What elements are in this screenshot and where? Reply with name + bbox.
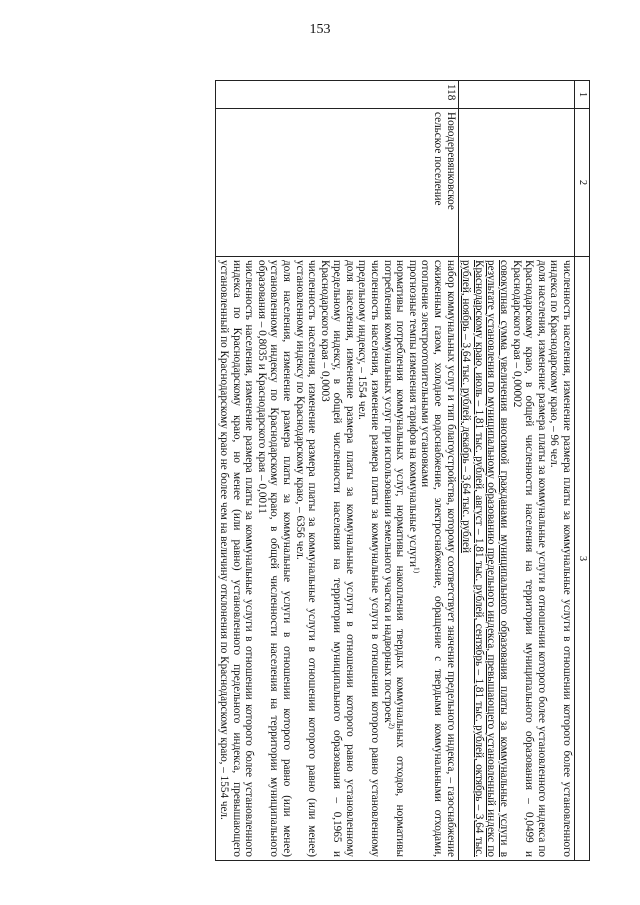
- table-header-row: [575, 81, 590, 861]
- paragraph: [406, 260, 422, 857]
- row-details-cell: [458, 257, 574, 861]
- rotated-table-container: [75, 80, 590, 860]
- paragraph: [381, 260, 406, 857]
- paragraph: доля населения, изменение размера платы за коммунальные услуги в отношении которого более установленного индекса по Краснодарскому краю, в общей численности населения на территории муниципального образования – 0,0499 и Краснодарского края – 0,00002: [510, 260, 548, 857]
- header-cell-1: 1: [575, 81, 590, 109]
- footnote-mark: 2): [387, 722, 397, 729]
- row-number-cell: [458, 81, 574, 109]
- paragraph: набор коммунальных услуг и тип благоустройства, которому соответствует значение предельного индекса, – газоснабжение сжиженным газом, холодное водоснабжение, электроснабжение, обращение с твердыми коммунальными отходами, отопление электроотопительными установками: [419, 260, 457, 857]
- paragraph: численность населения, изменение размера платы за коммунальные услуги в отношении которого более установленного индекса по Краснодарскому краю, но менее (или равно) установленного предельного индекса, превышающего установленный по Краснодарскому краю не более чем на величину отклонения по Краснодарскому краю, – 1554 чел.: [217, 260, 256, 857]
- paragraph-text: нормативы потребления коммунальных услуг, нормативы накопления твердых коммунальных отходов, нормативы потребления коммунальных услуг при использовании земельного участка и надворных построек: [381, 260, 407, 857]
- paragraph-text: прогнозные темпы изменения тарифов на коммунальные услуги: [406, 260, 419, 567]
- page-number: 153: [309, 22, 331, 37]
- data-table: [215, 80, 590, 861]
- paragraph: совокупная сумма увеличения вносимой гражданами муниципального образования платы за коммунальные услуги в результате установления по муниципальному образованию предельного индекса, превышающего установленный индекс по Краснодарскому краю, июль – 1,81 тыс. рублей, август – 1,81 тыс. рублей, сентябрь – 1,81 тыс. рублей, октябрь – 3,64 тыс. рублей, ноябрь – 3,64 тыс. рублей, декабрь – 3,64 тыс. рублей: [460, 260, 511, 857]
- table-row-118: [216, 81, 458, 861]
- paragraph: численность населения, изменение размера платы за коммунальные услуги в отношении которого более установленного индекса по Краснодарскому краю, – 96 чел.: [548, 260, 573, 857]
- header-cell-3: 3: [575, 257, 590, 861]
- paragraph: доля населения, изменение размера платы за коммунальные услуги в отношении которого равно установленному предельному индексу, в общей численности населения на территории муниципального образования – 0,1965 и Краснодарского края – 0,0003: [318, 260, 356, 857]
- row-name-cell: [458, 109, 574, 257]
- footnote-mark: 1): [412, 566, 422, 574]
- paragraph: численность населения, изменение размера платы за коммунальные услуги в отношении которого равно установленному предельному индексу, – 1554 чел.: [356, 260, 382, 857]
- row-details-cell: [216, 257, 458, 861]
- row-name-cell: Новодеревянковское сельское поселение: [216, 109, 458, 257]
- paragraph: доля населения, изменение размера платы за коммунальные услуги в отношении которого равно (или менее) установленному индексу по Краснодарскому краю, в общей численности населения на территории муниципального образования – 0,8035 и Краснодарского края – 0,0011: [255, 260, 293, 857]
- header-cell-2: 2: [575, 109, 590, 257]
- row-number-cell: 118: [216, 81, 458, 109]
- table-row-continued: [458, 81, 574, 861]
- paragraph: численность населения, изменение размера платы за коммунальные услуги в отношении которого равно (или менее) установленному индексу по Краснодарскому краю, – 6356 чел.: [293, 260, 319, 857]
